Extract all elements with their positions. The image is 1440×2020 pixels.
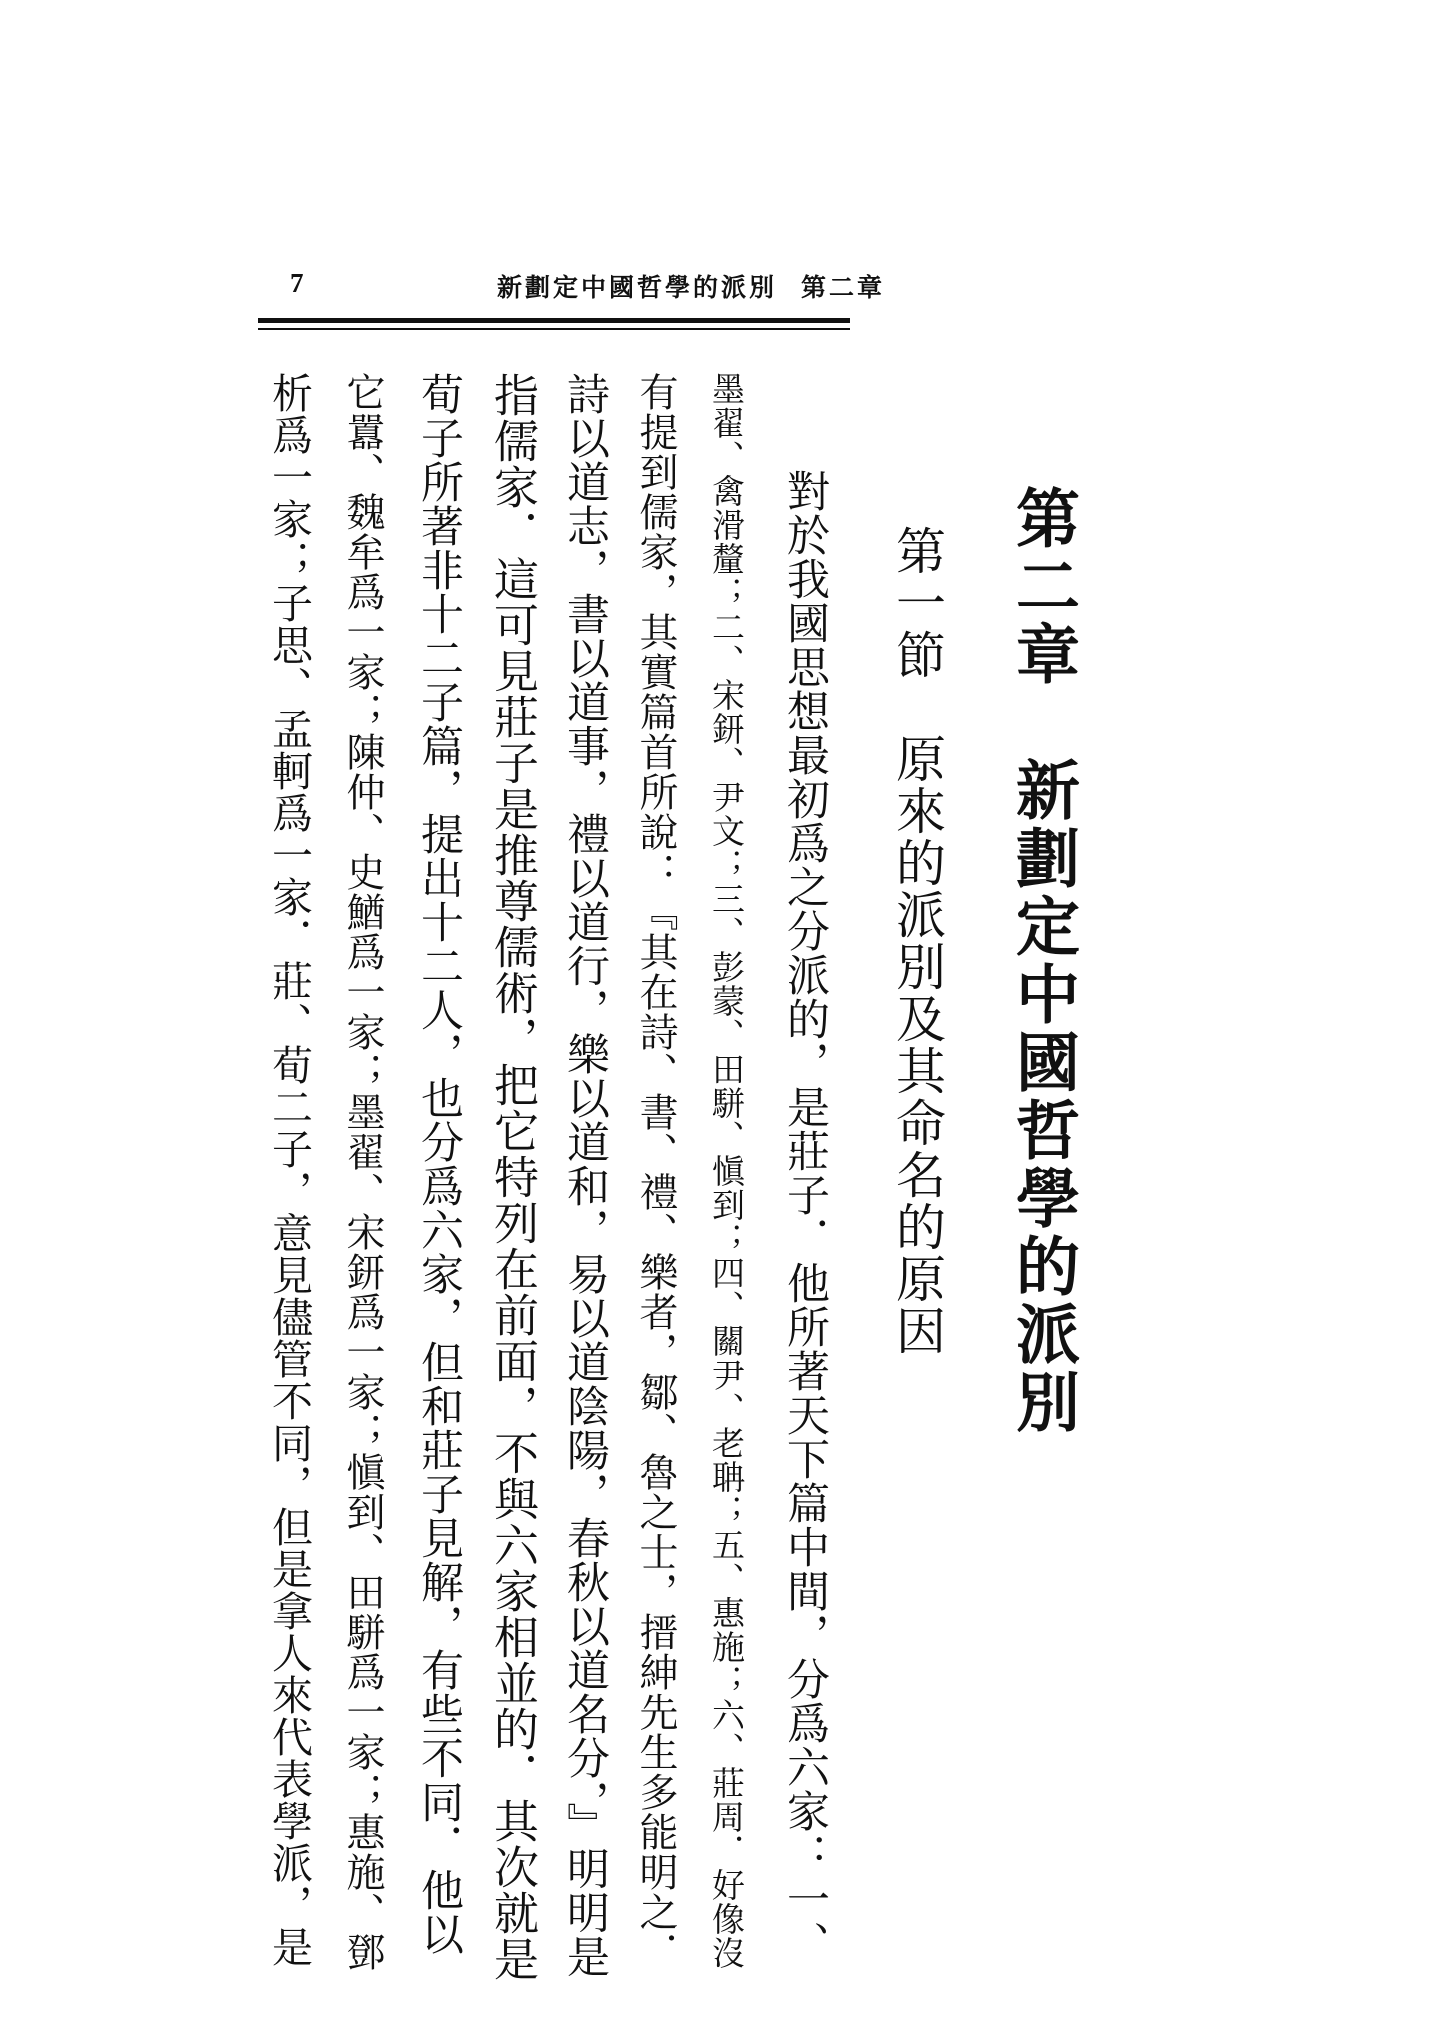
section-title: 第一節 原來的派別及其命名的原因 (888, 525, 946, 1357)
page-number: 7 (290, 268, 304, 298)
running-header-chapter: 第二章 (800, 273, 885, 302)
body-line: 對於我國思想最初爲之分派的，是莊子．他所著天下篇中間，分爲六家：一、 (780, 425, 830, 1965)
body-line: 有提到儒家，其實篇首所說：『其在詩、書、禮、樂者，鄒、魯之士，搢紳先生多能明之． (633, 372, 678, 1972)
header-rule-thin (258, 328, 850, 330)
body-line: 指儒家．這可見莊子是推尊儒術，把它特列在前面，不與六家相並的．其次就是 (486, 372, 539, 1982)
running-header (497, 268, 885, 304)
body-line: 析爲一家；子思、孟軻爲一家．莊、荀二子，意見儘管不同，但是拿人來代表學派，是 (265, 372, 313, 1968)
header-rule-thick (258, 318, 850, 323)
chapter-title: 第二章 新劃定中國哲學的派別 (1005, 485, 1080, 1437)
body-line: 荀子所著非十二子篇，提出十二人，也分爲六家，但和莊子見解，有些不同．他以 (414, 372, 464, 1956)
body-line: 它囂、魏牟爲一家；陳仲、史鰌爲一家；墨翟、宋鈃爲一家；愼到、田駢爲一家；惠施、鄧 (340, 372, 385, 1972)
running-header-title: 新劃定中國哲學的派別 (496, 273, 777, 302)
body-line: 詩以道志，書以道事，禮以道行，樂以道和，易以道陰陽，春秋以道名分，』明明是 (560, 372, 610, 1979)
body-line: 墨翟、禽滑釐；二、宋鈃、尹文；三、彭蒙、田駢、愼到；四、關尹、老聃；五、惠施；六、莊周．好像沒 (707, 372, 746, 1970)
